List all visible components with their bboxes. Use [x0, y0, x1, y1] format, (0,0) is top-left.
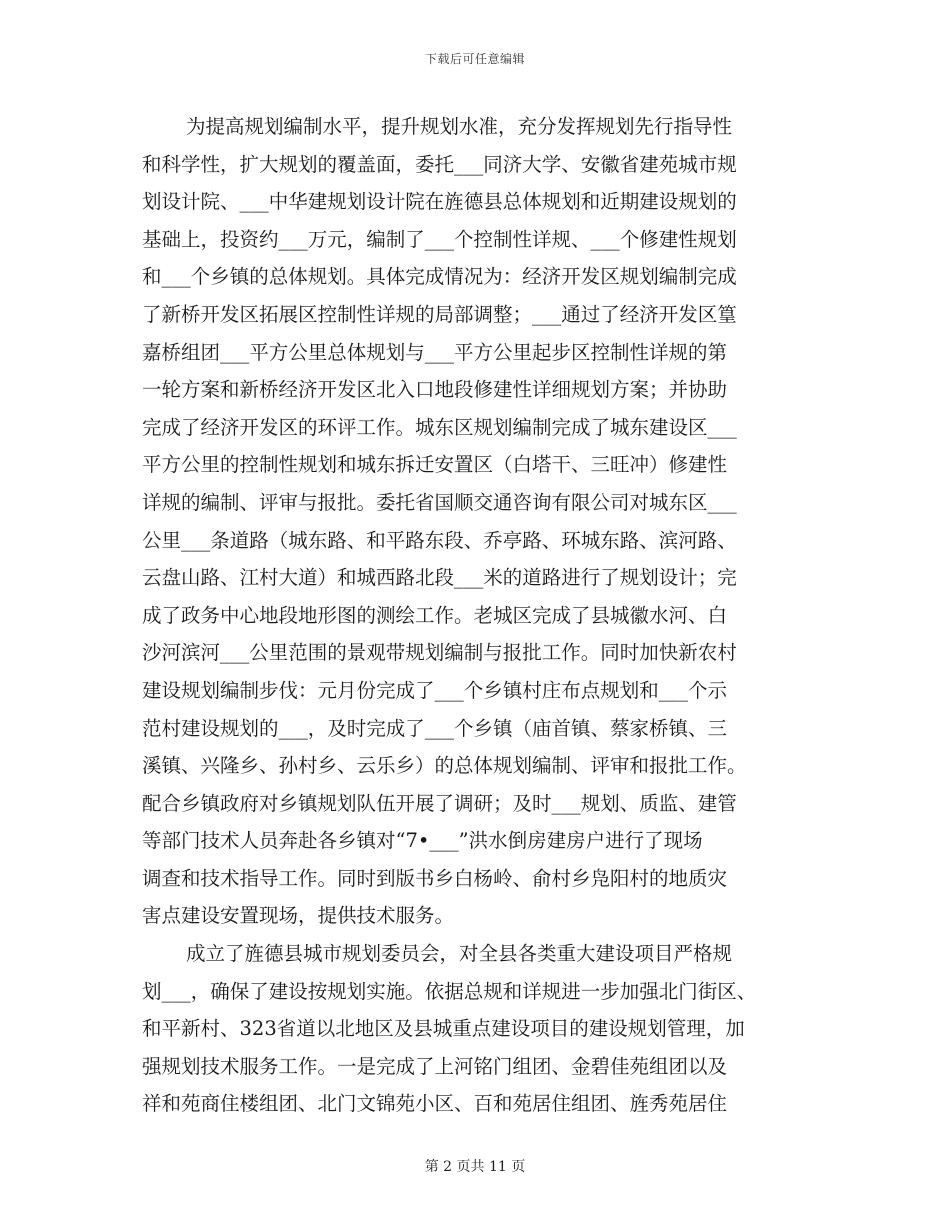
text-line: 了新桥开发区拓展区控制性详规的局部调整；___通过了经济开发区篁 — [142, 302, 737, 326]
text-line: 祥和苑商住楼组团、北门文锦苑小区、百和苑居住组团、旌秀苑居住 — [142, 1092, 728, 1116]
text-line: 范村建设规划的___，及时完成了___个乡镇（庙首镇、蔡家桥镇、三 — [142, 716, 728, 740]
text-line: 平方公里的控制性规划和城东拆迁安置区（白塔干、三旺冲）修建性 — [142, 453, 728, 477]
text-line: 基础上，投资约___万元，编制了___个控制性详规、___个修建性规划 — [142, 227, 737, 251]
page-number-footer: 第 2 页共 11 页 — [424, 1159, 526, 1175]
text-line: 划___，确保了建设按规划实施。依据总规和详规进一步加强北门街区、 — [142, 979, 757, 1003]
text-line: 详规的编制、评审与报批。委托省国顺交通咨询有限公司对城东区___ — [142, 490, 737, 514]
text-line: 调查和技术指导工作。同时到版书乡白杨岭、俞村乡凫阳村的地质灾 — [142, 866, 728, 890]
text-line: 划设计院、___中华建规划设计院在旌德县总体规划和近期建设规划的 — [142, 190, 737, 214]
text-line: 和科学性，扩大规划的覆盖面，委托___同济大学、安徽省建苑城市规 — [142, 152, 737, 176]
page-header-note: 下载后可任意编辑 — [424, 52, 525, 66]
text-line: 完成了经济开发区的环评工作。城东区规划编制完成了城东建设区___ — [142, 415, 737, 439]
document-body — [142, 108, 814, 1123]
text-line: 成立了旌德县城市规划委员会，对全县各类重大建设项目严格规 — [186, 942, 733, 966]
text-line: 建设规划编制步伐：元月份完成了___个乡镇村庄布点规划和___个示 — [142, 678, 728, 702]
text-line: 等部门技术人员奔赴各乡镇对“7•___”洪水倒房建房户进行了现场 — [142, 829, 703, 853]
text-line: 和___个乡镇的总体规划。具体完成情况为：经济开发区规划编制完成 — [142, 265, 737, 289]
text-line: 和平新村、323省道以北地区及县城重点建设项目的建设规划管理，加 — [142, 1017, 745, 1041]
text-line: 一轮方案和新桥经济开发区北入口地段修建性详细规划方案；并协助 — [142, 378, 728, 402]
text-line: 嘉桥组团___平方公里总体规划与___平方公里起步区控制性详规的第 — [142, 340, 728, 364]
text-line: 强规划技术服务工作。一是完成了上河铭门组团、金碧佳苑组团以及 — [142, 1054, 728, 1078]
text-line: 配合乡镇政府对乡镇规划队伍开展了调研；及时___规划、质监、建管 — [142, 791, 737, 815]
text-line: 为提高规划编制水平，提升规划水准，充分发挥规划先行指导性 — [186, 115, 733, 138]
text-line: 云盘山路、江村大道）和城西路北段___米的道路进行了规划设计；完 — [142, 566, 737, 590]
text-line: 溪镇、兴隆乡、孙村乡、云乐乡）的总体规划编制、评审和报批工作。 — [142, 754, 747, 778]
text-line: 害点建设安置现场，提供技术服务。 — [142, 904, 455, 928]
text-line: 沙河滨河___公里范围的景观带规划编制与报批工作。同时加快新农村 — [142, 641, 737, 665]
text-line: 公里___条道路（城东路、和平路东段、乔亭路、环城东路、滨河路、 — [142, 528, 737, 552]
text-line: 成了政务中心地段地形图的测绘工作。老城区完成了县城徽水河、白 — [142, 603, 728, 627]
